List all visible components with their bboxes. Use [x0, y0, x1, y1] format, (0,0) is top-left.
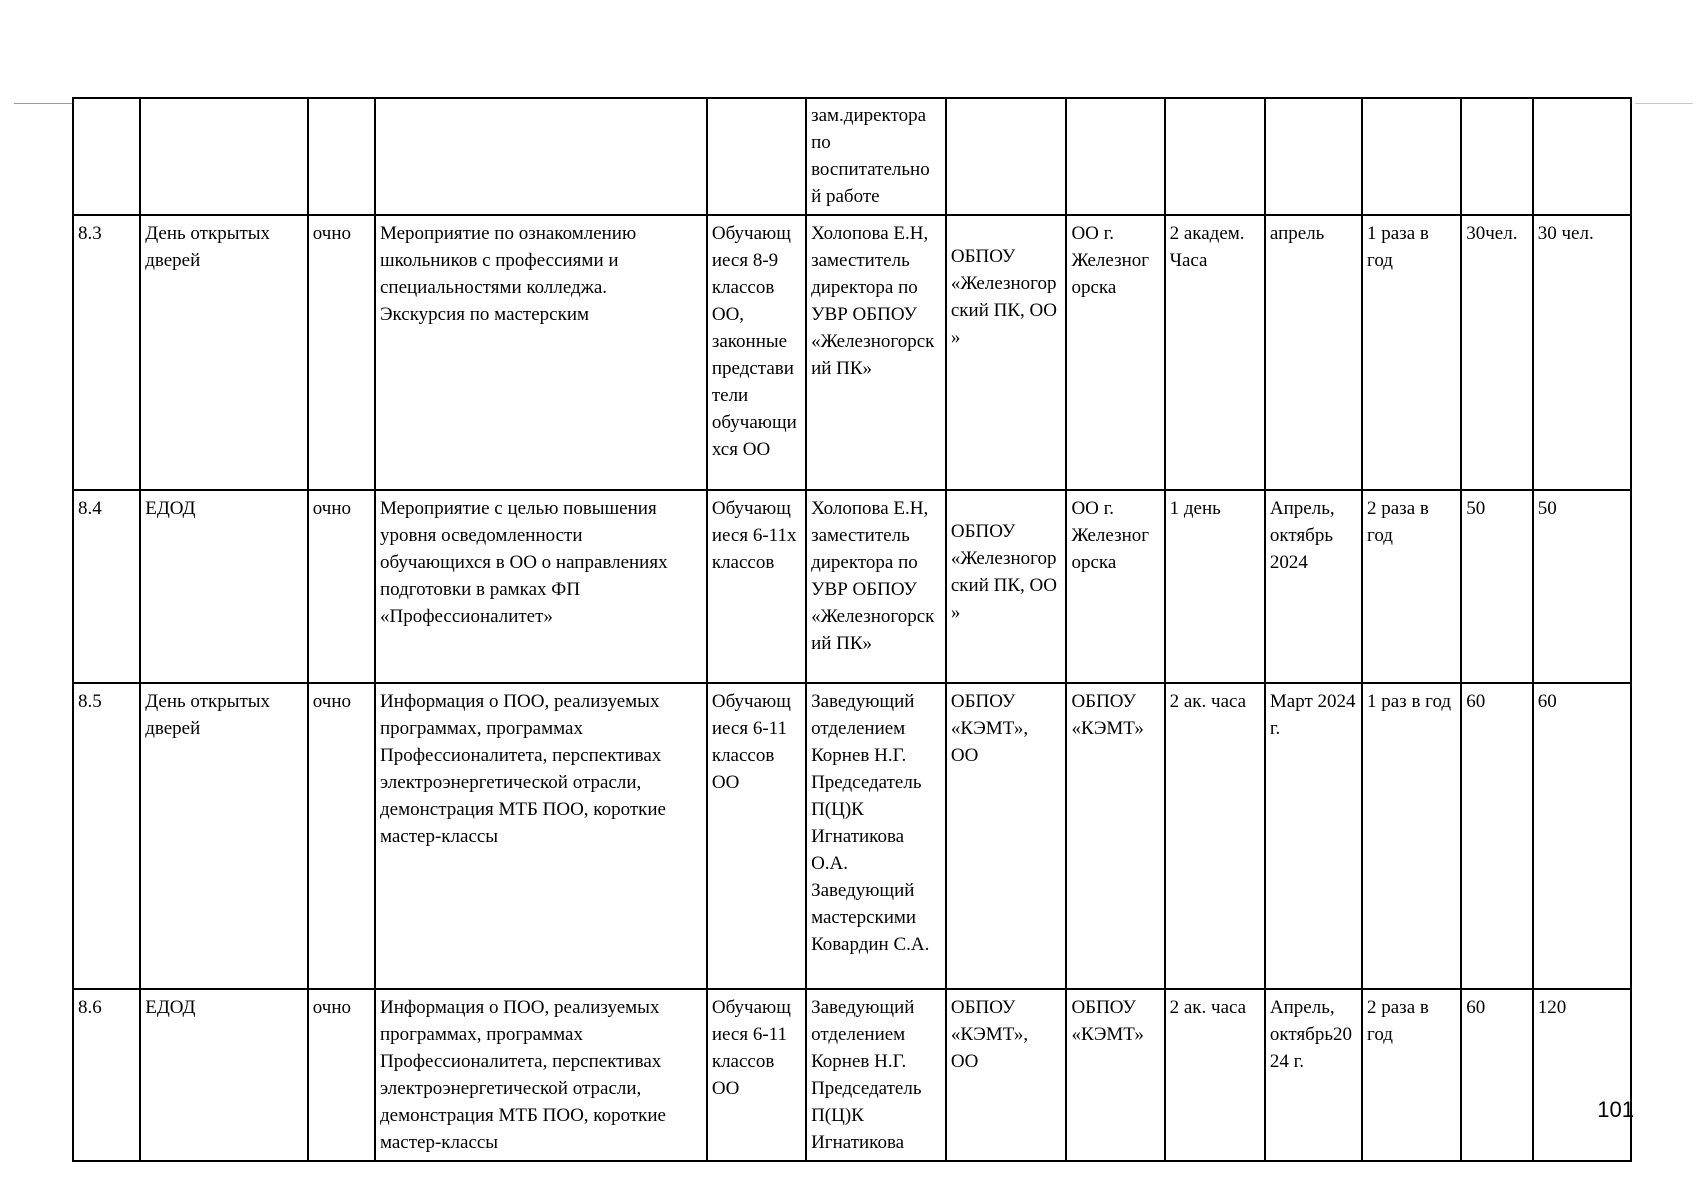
actual-text: 30 чел. [1537, 223, 1594, 244]
duration-text: 2 академ. Часа [1169, 223, 1245, 271]
cell-num [73, 98, 140, 215]
form-text: очно [312, 498, 351, 519]
cell-venue [1066, 490, 1164, 683]
cell-form [308, 98, 375, 215]
cell-frequency [1362, 683, 1461, 989]
table-row [73, 989, 1631, 1161]
page-number: 101 [1597, 1097, 1634, 1122]
actual-text: 50 [1537, 498, 1557, 519]
participants-text: Обучающ иеся 6-11 классов ОО [711, 997, 791, 1099]
cell-form [308, 215, 375, 490]
frequency-text: 2 раза в год [1367, 498, 1429, 546]
cell-actual [1533, 683, 1631, 989]
cell-num [73, 215, 140, 490]
cell-form [308, 683, 375, 989]
cell-num [73, 490, 140, 683]
responsible-text: Заведующий отделением Корнев Н.Г. Председатель П(Ц)К Игнатикова О.А. Заведующий мастерскими Ковардин С.А. [811, 691, 930, 955]
form-text: очно [312, 223, 351, 244]
cell-event [140, 98, 308, 215]
cell-timing [1265, 683, 1362, 989]
cell-participants [707, 215, 806, 490]
timing-text: Апрель, октябрь20 24 г. [1269, 997, 1353, 1072]
cell-frequency [1362, 98, 1461, 215]
cell-organizer [946, 683, 1067, 989]
form-text: очно [312, 997, 351, 1018]
num-text: 8.5 [78, 691, 102, 712]
cell-timing [1265, 215, 1362, 490]
timing-text: Апрель, октябрь 2024 [1269, 498, 1335, 573]
venue-text: ОО г. Железног орска [1071, 498, 1150, 573]
form-text: очно [312, 691, 351, 712]
cell-venue [1066, 215, 1164, 490]
content-text: Мероприятие с целью повышения уровня осведомленности обучающихся в ОО о направлениях подготовки в рамках ФП «Профессионалитет» [379, 498, 668, 627]
table-row [73, 683, 1631, 989]
cell-duration [1165, 490, 1265, 683]
planned-text: 30чел. [1466, 223, 1518, 244]
cell-content [375, 989, 707, 1161]
cell-responsible [806, 989, 946, 1161]
content-text: Информация о ПОО, реализуемых программах, программах Профессионалитета, перспективах электроэнергетической отрасли, демонстрация МТБ ПОО, короткие мастер-классы [379, 997, 666, 1153]
responsible-text: Холопова Е.Н, заместитель директора по УВР ОБПОУ «Железногорск ий ПК» [811, 223, 935, 379]
event-text: День открытых дверей [145, 691, 271, 739]
cell-num [73, 683, 140, 989]
cell-event [140, 989, 308, 1161]
num-text: 8.4 [78, 498, 102, 519]
num-text: 8.3 [78, 223, 102, 244]
responsible-text: Заведующий отделением Корнев Н.Г. Председатель П(Ц)К Игнатикова [811, 997, 922, 1153]
duration-text: 2 ак. часа [1169, 691, 1247, 712]
cell-actual [1533, 98, 1631, 215]
cell-planned [1461, 490, 1532, 683]
organizer-text: ОБПОУ «Железногор ский ПК, ОО » [950, 246, 1057, 348]
cell-frequency [1362, 490, 1461, 683]
frequency-text: 1 раз в год [1367, 691, 1452, 712]
cell-responsible [806, 215, 946, 490]
venue-text: ОБПОУ «КЭМТ» [1071, 691, 1144, 739]
cell-planned [1461, 98, 1532, 215]
venue-text: ОБПОУ «КЭМТ» [1071, 997, 1144, 1045]
planned-text: 60 [1466, 997, 1486, 1018]
cell-responsible [806, 683, 946, 989]
cell-planned [1461, 215, 1532, 490]
cell-frequency [1362, 215, 1461, 490]
cell-duration [1165, 683, 1265, 989]
cell-organizer [946, 98, 1067, 215]
event-text: ЕДОД [145, 997, 196, 1018]
duration-text: 1 день [1169, 498, 1221, 519]
table-body [73, 98, 1631, 1161]
scan-artifact-line [14, 103, 72, 104]
events-table [72, 97, 1632, 1162]
responsible-text: зам.директора по воспитательно й работе [811, 105, 930, 207]
cell-timing [1265, 989, 1362, 1161]
cell-content [375, 215, 707, 490]
frequency-text: 2 раза в год [1367, 997, 1429, 1045]
cell-actual [1533, 490, 1631, 683]
timing-text: апрель [1269, 223, 1325, 244]
cell-duration [1165, 215, 1265, 490]
cell-content [375, 490, 707, 683]
planned-text: 60 [1466, 691, 1486, 712]
cell-duration [1165, 989, 1265, 1161]
cell-organizer [946, 490, 1067, 683]
cell-num [73, 989, 140, 1161]
cell-organizer [946, 989, 1067, 1161]
duration-text: 2 ак. часа [1169, 997, 1247, 1018]
cell-organizer [946, 215, 1067, 490]
cell-form [308, 989, 375, 1161]
cell-responsible [806, 98, 946, 215]
cell-venue [1066, 98, 1164, 215]
cell-participants [707, 683, 806, 989]
cell-venue [1066, 989, 1164, 1161]
venue-text: ОО г. Железног орска [1071, 223, 1150, 298]
table-row [73, 98, 1631, 215]
responsible-text: Холопова Е.Н, заместитель директора по УВР ОБПОУ «Железногорск ий ПК» [811, 498, 935, 654]
cell-content [375, 683, 707, 989]
planned-text: 50 [1466, 498, 1486, 519]
cell-participants [707, 989, 806, 1161]
timing-text: Март 2024 г. [1269, 691, 1356, 739]
table-row [73, 490, 1631, 683]
actual-text: 60 [1537, 691, 1557, 712]
cell-venue [1066, 683, 1164, 989]
content-text: Мероприятие по ознакомлению школьников с профессиями и специальностями колледжа. Экскурсия по мастерским [379, 223, 637, 325]
cell-planned [1461, 989, 1532, 1161]
cell-frequency [1362, 989, 1461, 1161]
event-text: ЕДОД [145, 498, 196, 519]
cell-actual [1533, 989, 1631, 1161]
table-row [73, 215, 1631, 490]
organizer-text: ОБПОУ «КЭМТ», ОО [950, 997, 1029, 1072]
cell-content [375, 98, 707, 215]
cell-timing [1265, 490, 1362, 683]
cell-responsible [806, 490, 946, 683]
scan-artifact-line [1635, 103, 1693, 104]
content-text: Информация о ПОО, реализуемых программах, программах Профессионалитета, перспективах электроэнергетической отрасли, демонстрация МТБ ПОО, короткие мастер-классы [379, 691, 666, 847]
cell-planned [1461, 683, 1532, 989]
organizer-text: ОБПОУ «Железногор ский ПК, ОО » [950, 521, 1057, 623]
cell-actual [1533, 215, 1631, 490]
cell-event [140, 683, 308, 989]
cell-event [140, 490, 308, 683]
event-text: День открытых дверей [145, 223, 271, 271]
organizer-text: ОБПОУ «КЭМТ», ОО [950, 691, 1029, 766]
cell-form [308, 490, 375, 683]
cell-duration [1165, 98, 1265, 215]
cell-timing [1265, 98, 1362, 215]
participants-text: Обучающ иеся 6-11 классов ОО [711, 691, 791, 793]
cell-participants [707, 98, 806, 215]
frequency-text: 1 раза в год [1367, 223, 1429, 271]
participants-text: Обучающ иеся 8-9 классов ОО, законные представи тели обучающи хся ОО [711, 223, 797, 460]
cell-participants [707, 490, 806, 683]
cell-event [140, 215, 308, 490]
num-text: 8.6 [78, 997, 102, 1018]
participants-text: Обучающ иеся 6-11х классов [711, 498, 797, 573]
actual-text: 120 [1537, 997, 1567, 1018]
